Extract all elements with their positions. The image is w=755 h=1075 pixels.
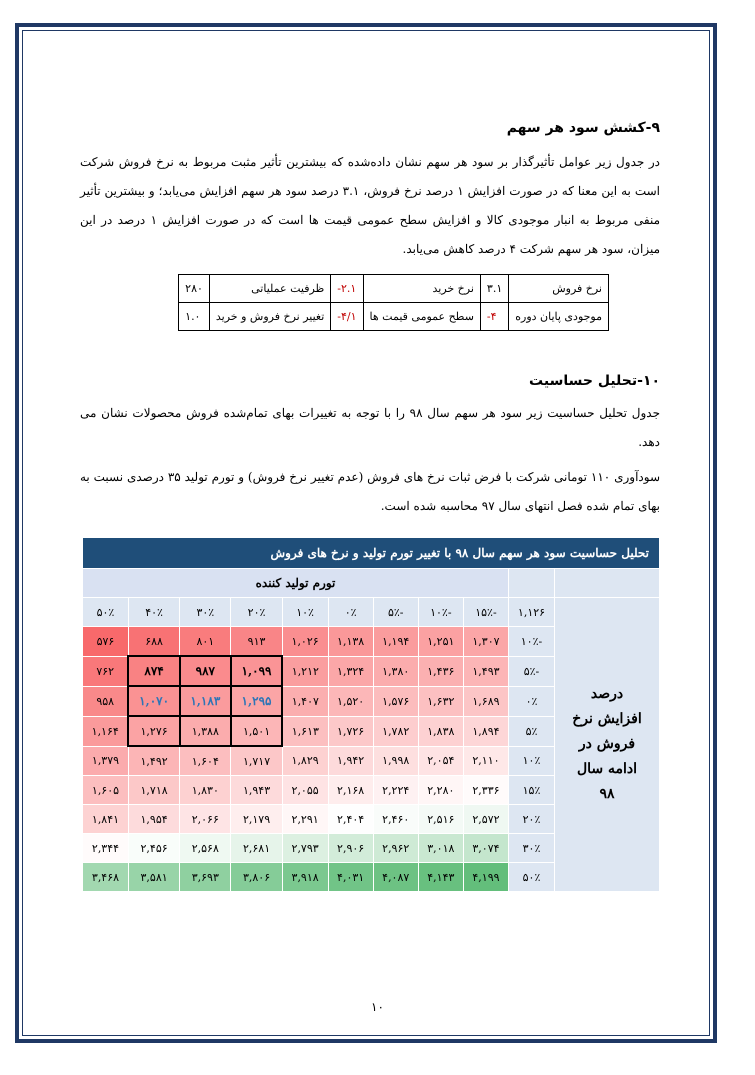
factors-table bbox=[178, 274, 609, 331]
sensitivity-cell: ۱,۵۷۶ bbox=[373, 686, 418, 716]
sensitivity-cell: ۹۱۳ bbox=[231, 627, 282, 657]
factor-label: موجودی پایان دوره bbox=[509, 303, 609, 331]
factors-row bbox=[179, 303, 609, 331]
sensitivity-cell: ۲,۵۶۸ bbox=[180, 834, 231, 863]
sensitivity-cell: ۸۷۴ bbox=[128, 656, 179, 686]
sensitivity-cell: ۳,۶۹۳ bbox=[180, 863, 231, 892]
sensitivity-cell: ۱,۱۸۳ bbox=[180, 686, 231, 716]
row-header: ۲۰٪ bbox=[509, 805, 555, 834]
sensitivity-cell: ۵۷۶ bbox=[83, 627, 129, 657]
column-header: ۵۰٪ bbox=[83, 598, 129, 627]
sensitivity-cell: ۱,۹۴۲ bbox=[328, 746, 373, 776]
row-header: ۰٪ bbox=[509, 686, 555, 716]
sensitivity-cell: ۱,۸۳۰ bbox=[180, 776, 231, 805]
sensitivity-cell: ۱,۳۰۷ bbox=[463, 627, 508, 657]
sensitivity-cell: ۲,۹۰۶ bbox=[328, 834, 373, 863]
sensitivity-cell: ۲,۱۶۸ bbox=[328, 776, 373, 805]
sensitivity-cell: ۲,۱۱۰ bbox=[463, 746, 508, 776]
sensitivity-cell: ۳,۴۶۸ bbox=[83, 863, 129, 892]
row-header: ۳۰٪ bbox=[509, 834, 555, 863]
sensitivity-cell: ۲,۲۲۴ bbox=[373, 776, 418, 805]
sensitivity-cell: ۲,۶۸۱ bbox=[231, 834, 282, 863]
column-header: -۵٪ bbox=[373, 598, 418, 627]
sensitivity-cell: ۱,۳۷۹ bbox=[83, 746, 129, 776]
sensitivity-cell: ۶۸۸ bbox=[128, 627, 179, 657]
sensitivity-cell: ۲,۵۷۲ bbox=[463, 805, 508, 834]
sensitivity-cell: ۲,۴۵۶ bbox=[128, 834, 179, 863]
corner-value: ۱,۱۲۶ bbox=[509, 598, 555, 627]
sensitivity-cell: ۱,۸۳۸ bbox=[418, 716, 463, 746]
section-9-title: ۹-کشش سود هر سهم bbox=[506, 120, 660, 136]
factor-label: سطح عمومی قیمت ها bbox=[363, 303, 480, 331]
column-header: ۳۰٪ bbox=[180, 598, 231, 627]
sensitivity-cell: ۱,۰۷۰ bbox=[128, 686, 179, 716]
sensitivity-cell: ۴,۰۳۱ bbox=[328, 863, 373, 892]
sensitivity-cell: ۱,۲۹۵ bbox=[231, 686, 282, 716]
factor-value: -۴ bbox=[480, 303, 508, 331]
sensitivity-cell: ۱,۳۲۴ bbox=[328, 656, 373, 686]
sensitivity-cell: ۱,۶۱۳ bbox=[282, 716, 328, 746]
factor-label: تغییر نرخ فروش و خرید bbox=[209, 303, 330, 331]
section-10-title: ۱۰-تحلیل حساسیت bbox=[529, 373, 660, 389]
sensitivity-cell: ۲,۳۳۶ bbox=[463, 776, 508, 805]
sensitivity-cell: ۱,۸۴۱ bbox=[83, 805, 129, 834]
sensitivity-cell: ۲,۲۹۱ bbox=[282, 805, 328, 834]
sensitivity-cell: ۴,۰۸۷ bbox=[373, 863, 418, 892]
sensitivity-cell: ۱,۸۹۴ bbox=[463, 716, 508, 746]
row-header: -۱۰٪ bbox=[509, 627, 555, 657]
sensitivity-cell: ۱,۰۹۹ bbox=[231, 656, 282, 686]
sensitivity-cell: ۱,۷۱۷ bbox=[231, 746, 282, 776]
sensitivity-cell: ۱,۴۳۶ bbox=[418, 656, 463, 686]
sensitivity-cell: ۱,۹۴۳ bbox=[231, 776, 282, 805]
factor-value: ۳.۱ bbox=[480, 275, 508, 303]
sensitivity-cell: ۱,۱۶۴ bbox=[83, 716, 129, 746]
factors-row bbox=[179, 275, 609, 303]
section-10-paragraph-2: سودآوری ۱۱۰ تومانی شرکت با فرض ثبات نرخ های فروش (عدم تغییر نرخ فروش) و تورم تولید ۳۵ درصدی نسبت به بهای تمام شده فصل انتهای سال ۹۷ محاسبه شده است. bbox=[80, 470, 661, 513]
factor-label: ظرفیت عملیاتی bbox=[209, 275, 330, 303]
factor-value: ۱.۰ bbox=[179, 303, 210, 331]
sensitivity-cell: ۳,۵۸۱ bbox=[128, 863, 179, 892]
column-header: ۰٪ bbox=[328, 598, 373, 627]
sensitivity-cell: ۱,۵۰۱ bbox=[231, 716, 282, 746]
sensitivity-cell: ۴,۱۹۹ bbox=[463, 863, 508, 892]
sensitivity-cell: ۱,۴۹۲ bbox=[128, 746, 179, 776]
sensitivity-cell: ۱,۶۸۹ bbox=[463, 686, 508, 716]
row-header: ۵٪ bbox=[509, 716, 555, 746]
sensitivity-cell: ۹۵۸ bbox=[83, 686, 129, 716]
sensitivity-cell: ۳,۹۱۸ bbox=[282, 863, 328, 892]
sensitivity-cell: ۲,۰۵۴ bbox=[418, 746, 463, 776]
header-blank-right bbox=[555, 569, 660, 598]
page-number: ۱۰ bbox=[371, 1000, 384, 1014]
sensitivity-cell: ۲,۰۵۵ bbox=[282, 776, 328, 805]
sensitivity-table bbox=[82, 537, 660, 892]
sensitivity-cell: ۱,۵۲۰ bbox=[328, 686, 373, 716]
section-9-paragraph: در جدول زیر عوامل تأثیرگذار بر سود هر سهم نشان داده‌شده که بیشترین تأثیر مثبت مربوط به نرخ فروش شرکت است به این معنا که در صورت افزایش ۱ درصد نرخ فروش، ۳.۱ درصد سود هر سهم افزایش می‌یابد؛ و بیشترین تأثیر منفی مربوط به انبار موجودی کالا و افزایش سطح عمومی قیمت ها است که در صورت افزایش ۱ درصد در این میزان، سود هر سهم شرکت ۴ درصد کاهش می‌یابد. bbox=[80, 155, 661, 256]
sensitivity-cell: ۴,۱۴۳ bbox=[418, 863, 463, 892]
sensitivity-cell: ۲,۳۴۴ bbox=[83, 834, 129, 863]
row-header: ۵۰٪ bbox=[509, 863, 555, 892]
sensitivity-cell: ۱,۹۹۸ bbox=[373, 746, 418, 776]
sensitivity-cell: ۲,۹۶۲ bbox=[373, 834, 418, 863]
sensitivity-cell: ۲,۵۱۶ bbox=[418, 805, 463, 834]
row-group-header: درصد افزایش نرخ فروش در ادامه سال ۹۸ bbox=[572, 686, 642, 802]
page-content bbox=[80, 120, 660, 892]
sensitivity-cell: ۲,۱۷۹ bbox=[231, 805, 282, 834]
sensitivity-cell: ۲,۰۶۶ bbox=[180, 805, 231, 834]
sensitivity-cell: ۱,۲۱۲ bbox=[282, 656, 328, 686]
header-blank-label-col bbox=[509, 569, 555, 598]
sensitivity-cell: ۲,۴۶۰ bbox=[373, 805, 418, 834]
sensitivity-cell: ۱,۳۸۸ bbox=[180, 716, 231, 746]
column-header: ۲۰٪ bbox=[231, 598, 282, 627]
sensitivity-cell: ۱,۷۸۲ bbox=[373, 716, 418, 746]
sensitivity-cell: ۳,۸۰۶ bbox=[231, 863, 282, 892]
factor-value: -۲.۱ bbox=[331, 275, 363, 303]
sensitivity-cell: ۲,۴۰۴ bbox=[328, 805, 373, 834]
sensitivity-cell: ۱,۶۰۴ bbox=[180, 746, 231, 776]
column-header: ۱۰٪ bbox=[282, 598, 328, 627]
sensitivity-title: تحلیل حساسیت سود هر سهم سال ۹۸ با تغییر تورم تولید و نرخ های فروش bbox=[83, 538, 660, 569]
row-header: ۱۰٪ bbox=[509, 746, 555, 776]
row-header: ۱۵٪ bbox=[509, 776, 555, 805]
column-header: -۱۵٪ bbox=[463, 598, 508, 627]
col-group-header: تورم تولید کننده bbox=[83, 569, 509, 598]
sensitivity-cell: ۱,۱۳۸ bbox=[328, 627, 373, 657]
factor-label: نرخ خرید bbox=[363, 275, 480, 303]
sensitivity-cell: ۱,۶۳۲ bbox=[418, 686, 463, 716]
sensitivity-cell: ۳,۰۷۴ bbox=[463, 834, 508, 863]
sensitivity-cell: ۲,۲۸۰ bbox=[418, 776, 463, 805]
sensitivity-cell: ۱,۲۷۶ bbox=[128, 716, 179, 746]
sensitivity-cell: ۳,۰۱۸ bbox=[418, 834, 463, 863]
sensitivity-cell: ۱,۴۹۳ bbox=[463, 656, 508, 686]
sensitivity-cell: ۱,۸۲۹ bbox=[282, 746, 328, 776]
column-header: ۴۰٪ bbox=[128, 598, 179, 627]
column-header: -۱۰٪ bbox=[418, 598, 463, 627]
sensitivity-cell: ۱,۱۹۴ bbox=[373, 627, 418, 657]
sensitivity-cell: ۹۸۷ bbox=[180, 656, 231, 686]
sensitivity-cell: ۱,۴۰۷ bbox=[282, 686, 328, 716]
sensitivity-cell: ۱,۹۵۴ bbox=[128, 805, 179, 834]
sensitivity-cell: ۱,۶۰۵ bbox=[83, 776, 129, 805]
sensitivity-cell: ۸۰۱ bbox=[180, 627, 231, 657]
sensitivity-cell: ۱,۷۱۸ bbox=[128, 776, 179, 805]
section-10-paragraph-1: جدول تحلیل حساسیت زیر سود هر سهم سال ۹۸ را با توجه به تغییرات بهای تمام‌شده فروش محصولات نشان می دهد. bbox=[80, 406, 660, 449]
factor-label: نرخ فروش bbox=[509, 275, 609, 303]
sensitivity-cell: ۷۶۲ bbox=[83, 656, 129, 686]
sensitivity-cell: ۱,۷۲۶ bbox=[328, 716, 373, 746]
row-group-cell bbox=[555, 598, 660, 892]
sensitivity-cell: ۱,۲۵۱ bbox=[418, 627, 463, 657]
row-header: -۵٪ bbox=[509, 656, 555, 686]
factor-value: ۲۸۰ bbox=[179, 275, 210, 303]
factor-value: -۴/۱ bbox=[331, 303, 363, 331]
sensitivity-cell: ۱,۳۸۰ bbox=[373, 656, 418, 686]
sensitivity-cell: ۱,۰۲۶ bbox=[282, 627, 328, 657]
sensitivity-cell: ۲,۷۹۳ bbox=[282, 834, 328, 863]
